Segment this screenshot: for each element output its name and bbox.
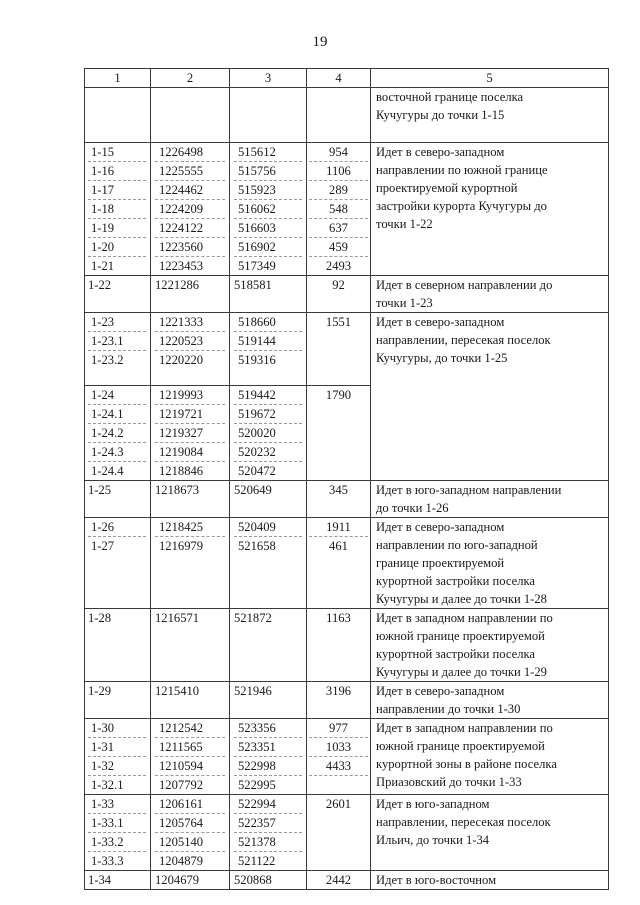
description-cell — [371, 276, 609, 313]
description-line: Ильич, до точки 1-34 — [376, 833, 490, 847]
point-id: 1-17 — [88, 181, 146, 200]
x-coordinate: 1224122 — [155, 219, 225, 238]
description-line: направлении по южной границе — [376, 163, 548, 177]
y-coordinate: 516603 — [234, 219, 302, 238]
point-id: 1-31 — [88, 738, 146, 757]
x-coordinate: 1212542 — [155, 719, 225, 738]
point-id: 1-30 — [88, 719, 146, 738]
description-line: курортной застройки поселка — [376, 574, 536, 588]
table-row — [85, 481, 609, 518]
description-cell — [371, 871, 609, 890]
y-coordinate: 522357 — [234, 814, 302, 833]
x-coordinate: 1221286 — [155, 278, 200, 292]
y-coordinate: 520020 — [234, 424, 302, 443]
description-line: курортной застройки поселка — [376, 647, 536, 661]
description-line: Кучугуры и далее до точки 1-28 — [376, 592, 547, 606]
point-id-cell — [85, 88, 151, 143]
description-cell — [371, 719, 609, 795]
y-coordinate-cell — [230, 88, 307, 143]
point-id: 1-23.1 — [88, 332, 146, 351]
y-coordinate: 522998 — [234, 757, 302, 776]
table-row — [85, 518, 609, 609]
y-coordinate: 521658 — [238, 539, 276, 553]
point-id: 1-25 — [88, 483, 112, 497]
x-coordinate: 1221333 — [155, 313, 225, 332]
distance-cell — [307, 682, 371, 719]
description-line: Идет в юго-западном направлении — [376, 483, 562, 497]
x-coordinate: 1219084 — [155, 443, 225, 462]
distance-cell — [307, 719, 371, 795]
description-line: Приазовский до точки 1-33 — [376, 775, 522, 789]
y-coordinate: 520409 — [234, 518, 302, 537]
y-coordinate: 521378 — [234, 833, 302, 852]
description-line: южной границе проектируемой — [376, 739, 545, 753]
x-coordinate-cell — [151, 143, 230, 276]
x-coordinate-cell — [151, 609, 230, 682]
x-coordinate: 1224209 — [155, 200, 225, 219]
point-id: 1-21 — [91, 259, 115, 273]
point-id: 1-24.1 — [88, 405, 146, 424]
distance-cell — [307, 481, 371, 518]
point-id-cell — [85, 276, 151, 313]
x-coordinate: 1220220 — [159, 353, 204, 367]
x-coordinate: 1205140 — [155, 833, 225, 852]
y-coordinate-cell — [230, 795, 307, 871]
y-coordinate-cell — [230, 481, 307, 518]
distance: 92 — [332, 278, 345, 292]
y-coordinate-cell — [230, 518, 307, 609]
header-cell: 5 — [371, 69, 609, 88]
x-coordinate: 1224462 — [155, 181, 225, 200]
description-line: Кучугуры до точки 1-15 — [376, 108, 505, 122]
table-row — [85, 609, 609, 682]
x-coordinate-cell — [151, 276, 230, 313]
distance-cell — [307, 518, 371, 609]
description-line: Кучугуры, до точки 1-25 — [376, 351, 508, 365]
distance-cell — [307, 313, 371, 386]
x-coordinate: 1226498 — [155, 143, 225, 162]
description-line: точки 1-23 — [376, 296, 433, 310]
distance: 4433 — [309, 757, 368, 776]
x-coordinate-cell — [151, 682, 230, 719]
header-cell: 4 — [307, 69, 371, 88]
y-coordinate-cell — [230, 143, 307, 276]
x-coordinate-cell — [151, 313, 230, 386]
description-line: застройки курорта Кучугуры до — [376, 199, 547, 213]
description-line: направлении, пересекая поселок — [376, 815, 551, 829]
distance: 3196 — [325, 684, 352, 698]
y-coordinate: 522994 — [234, 795, 302, 814]
distance: 1106 — [309, 162, 368, 181]
x-coordinate: 1216571 — [155, 611, 200, 625]
y-coordinate-cell — [230, 609, 307, 682]
point-id: 1-28 — [88, 611, 112, 625]
point-id-cell — [85, 682, 151, 719]
point-id: 1-33.1 — [88, 814, 146, 833]
distance: 548 — [309, 200, 368, 219]
table-header-row — [85, 69, 609, 88]
y-coordinate: 522995 — [238, 778, 276, 792]
y-coordinate-cell — [230, 386, 307, 481]
description-line: Идет в юго-западном — [376, 797, 490, 811]
x-coordinate: 1211565 — [155, 738, 225, 757]
point-id: 1-32.1 — [91, 778, 124, 792]
y-coordinate: 523351 — [234, 738, 302, 757]
y-coordinate: 515923 — [234, 181, 302, 200]
x-coordinate-cell — [151, 719, 230, 795]
y-coordinate: 518660 — [234, 313, 302, 332]
table-row — [85, 871, 609, 890]
x-coordinate: 1223453 — [159, 259, 204, 273]
point-id: 1-23 — [88, 313, 146, 332]
x-coordinate: 1218425 — [155, 518, 225, 537]
x-coordinate: 1204679 — [155, 873, 200, 887]
point-id: 1-24.3 — [88, 443, 146, 462]
point-id: 1-33.3 — [91, 854, 124, 868]
point-id-cell — [85, 518, 151, 609]
distance-cell — [307, 795, 371, 871]
y-coordinate: 519672 — [234, 405, 302, 424]
point-id-cell — [85, 795, 151, 871]
distance: 1163 — [326, 611, 351, 625]
x-coordinate: 1223560 — [155, 238, 225, 257]
distance-cell — [307, 88, 371, 143]
distance: 459 — [309, 238, 368, 257]
description-cell — [371, 481, 609, 518]
table-row — [85, 795, 609, 871]
y-coordinate: 520868 — [234, 873, 272, 887]
header-cell: 2 — [151, 69, 230, 88]
description-line: Идет в западном направлении по — [376, 611, 553, 625]
distance: 1790 — [325, 388, 352, 402]
y-coordinate: 515756 — [234, 162, 302, 181]
y-coordinate: 523356 — [234, 719, 302, 738]
point-id: 1-34 — [88, 873, 112, 887]
x-coordinate: 1207792 — [159, 778, 204, 792]
x-coordinate: 1218846 — [159, 464, 204, 478]
point-id-cell — [85, 143, 151, 276]
description-line: точки 1-22 — [376, 217, 433, 231]
point-id: 1-33 — [88, 795, 146, 814]
x-coordinate: 1204879 — [159, 854, 204, 868]
point-id: 1-20 — [88, 238, 146, 257]
description-line: Идет в северо-западном — [376, 520, 505, 534]
y-coordinate: 521122 — [238, 854, 276, 868]
point-id: 1-29 — [88, 684, 112, 698]
description-line: Идет в северо-западном — [376, 315, 505, 329]
y-coordinate: 520649 — [234, 483, 272, 497]
x-coordinate: 1225555 — [155, 162, 225, 181]
table-row — [85, 682, 609, 719]
description-line: Идет в северо-западном — [376, 145, 505, 159]
distance: 977 — [309, 719, 368, 738]
description-line: направлении, пересекая поселок — [376, 333, 551, 347]
description-line: Идет в западном направлении по — [376, 721, 553, 735]
y-coordinate: 519442 — [234, 386, 302, 405]
point-id: 1-26 — [88, 518, 146, 537]
description-cell — [371, 88, 609, 143]
x-coordinate-cell — [151, 871, 230, 890]
x-coordinate: 1215410 — [155, 684, 200, 698]
distance: 637 — [309, 219, 368, 238]
table-row — [85, 719, 609, 795]
description-line: направлении до точки 1-30 — [376, 702, 521, 716]
x-coordinate-cell — [151, 518, 230, 609]
x-coordinate-cell — [151, 481, 230, 518]
distance: 1551 — [325, 315, 352, 329]
point-id: 1-19 — [88, 219, 146, 238]
y-coordinate: 520472 — [238, 464, 276, 478]
x-coordinate: 1219327 — [155, 424, 225, 443]
point-id: 1-23.2 — [91, 353, 124, 367]
description-line: проектируемой курортной — [376, 181, 518, 195]
description-cell — [371, 313, 609, 481]
distance: 1033 — [309, 738, 368, 757]
point-id: 1-18 — [88, 200, 146, 219]
point-id: 1-16 — [88, 162, 146, 181]
point-id: 1-32 — [88, 757, 146, 776]
coordinates-table — [84, 68, 609, 890]
distance: 2601 — [325, 797, 352, 811]
point-id-cell — [85, 719, 151, 795]
point-id: 1-33.2 — [88, 833, 146, 852]
description-cell — [371, 518, 609, 609]
x-coordinate-cell — [151, 795, 230, 871]
distance-cell — [307, 871, 371, 890]
x-coordinate: 1219721 — [155, 405, 225, 424]
description-line: Кучугуры и далее до точки 1-29 — [376, 665, 547, 679]
distance: 2493 — [325, 259, 352, 273]
x-coordinate: 1218673 — [155, 483, 200, 497]
description-line: южной границе проектируемой — [376, 629, 545, 643]
x-coordinate: 1205764 — [155, 814, 225, 833]
y-coordinate: 519144 — [234, 332, 302, 351]
y-coordinate: 521872 — [234, 611, 272, 625]
y-coordinate: 516062 — [234, 200, 302, 219]
description-line: до точки 1-26 — [376, 501, 449, 515]
x-coordinate: 1210594 — [155, 757, 225, 776]
point-id: 1-22 — [88, 278, 112, 292]
y-coordinate: 520232 — [234, 443, 302, 462]
distance: 461 — [329, 539, 348, 553]
description-line: Идет в северо-западном — [376, 684, 505, 698]
description-cell — [371, 795, 609, 871]
description-line: границе проектируемой — [376, 556, 505, 570]
y-coordinate-cell — [230, 313, 307, 386]
description-line: восточной границе поселка — [376, 90, 524, 104]
point-id-cell — [85, 871, 151, 890]
point-id: 1-24.4 — [91, 464, 124, 478]
point-id-cell — [85, 313, 151, 386]
header-cell: 1 — [85, 69, 151, 88]
y-coordinate: 515612 — [234, 143, 302, 162]
distance: 954 — [309, 143, 368, 162]
description-line: Идет в юго-восточном — [376, 873, 497, 887]
point-id-cell — [85, 609, 151, 682]
distance: 1911 — [309, 518, 368, 537]
y-coordinate-cell — [230, 276, 307, 313]
point-id: 1-24 — [88, 386, 146, 405]
x-coordinate: 1216979 — [159, 539, 204, 553]
table-row — [85, 313, 609, 386]
header-cell: 3 — [230, 69, 307, 88]
distance-cell — [307, 386, 371, 481]
description-line: направлении по юго-западной — [376, 538, 538, 552]
point-id-cell — [85, 481, 151, 518]
y-coordinate-cell — [230, 682, 307, 719]
point-id: 1-15 — [88, 143, 146, 162]
distance: 289 — [309, 181, 368, 200]
y-coordinate: 521946 — [234, 684, 272, 698]
distance-cell — [307, 143, 371, 276]
x-coordinate: 1220523 — [155, 332, 225, 351]
y-coordinate: 516902 — [234, 238, 302, 257]
y-coordinate-cell — [230, 719, 307, 795]
description-cell — [371, 143, 609, 276]
y-coordinate: 517349 — [238, 259, 276, 273]
distance-cell — [307, 609, 371, 682]
point-id: 1-27 — [91, 539, 115, 553]
description-cell — [371, 682, 609, 719]
table-row — [85, 276, 609, 313]
x-coordinate-cell — [151, 88, 230, 143]
table-row — [85, 88, 609, 143]
page-number: 19 — [312, 34, 328, 50]
y-coordinate: 518581 — [234, 278, 272, 292]
point-id: 1-24.2 — [88, 424, 146, 443]
x-coordinate: 1219993 — [155, 386, 225, 405]
y-coordinate-cell — [230, 871, 307, 890]
distance: 2442 — [325, 873, 352, 887]
description-cell — [371, 609, 609, 682]
point-id-cell — [85, 386, 151, 481]
x-coordinate-cell — [151, 386, 230, 481]
distance: 345 — [329, 483, 348, 497]
description-line: Идет в северном направлении до — [376, 278, 553, 292]
distance-cell — [307, 276, 371, 313]
y-coordinate: 519316 — [238, 353, 276, 367]
description-line: курортной зоны в районе поселка — [376, 757, 557, 771]
table-row — [85, 143, 609, 276]
x-coordinate: 1206161 — [155, 795, 225, 814]
